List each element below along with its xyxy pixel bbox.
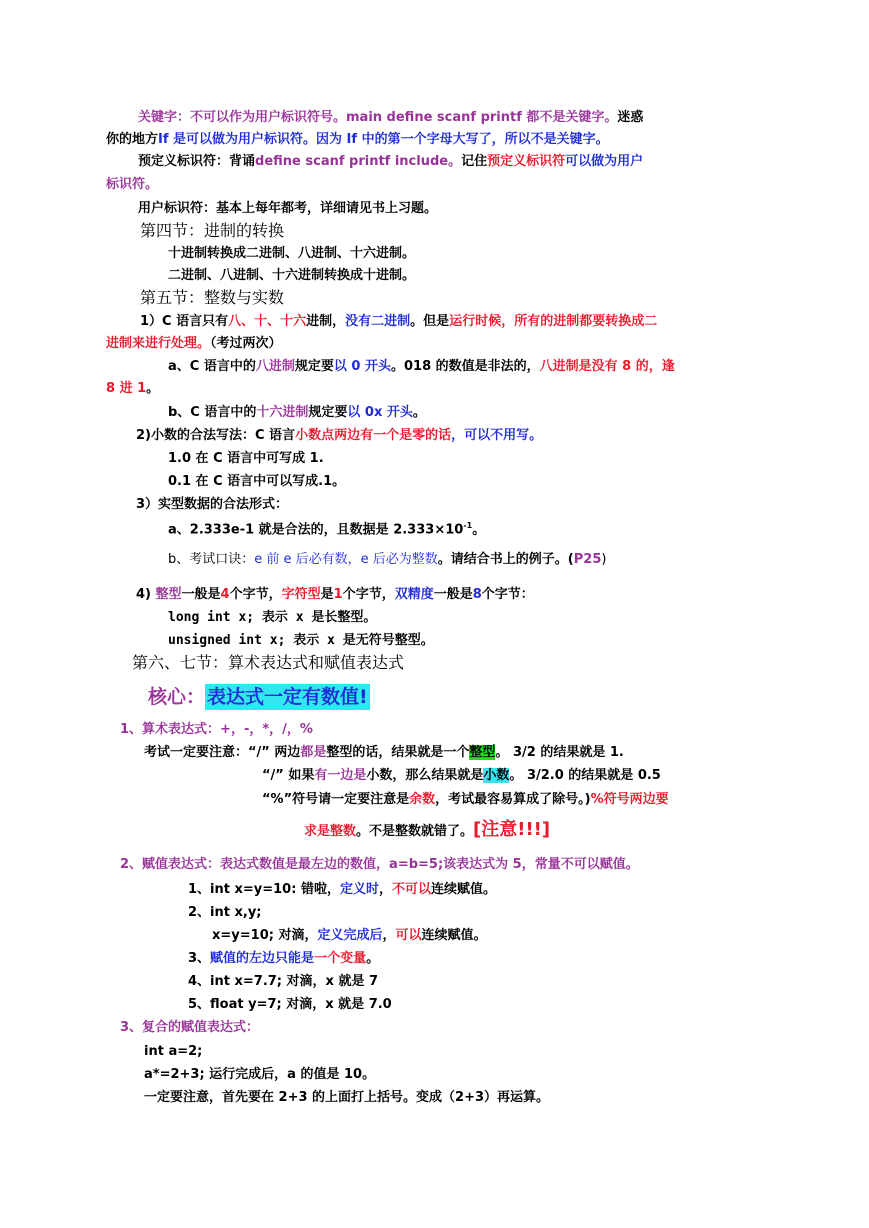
unsigned-int-line: unsigned int x; 表示 x 是无符号整型。 [168, 633, 434, 648]
div-int-mid: 整型的话，结果就是一个 [326, 745, 470, 760]
assign-item1-end: 连续赋值。 [431, 882, 497, 897]
octal-illegal: 。018 的数值是非法的， [390, 359, 540, 374]
exam-rhyme-tail: 。请结合书上的例子。( [437, 552, 574, 567]
float-result: 小数 [483, 768, 510, 783]
compound-line1: int a=2; [144, 1044, 203, 1059]
real-example-end: 。 [472, 522, 486, 538]
assign-title: 2、赋值表达式：表达式数值是最左边的数值，a=b=5;该表达式为 5，常量不可以赋值。 [120, 857, 639, 872]
one-side: 有一边是 [314, 768, 367, 783]
base-but: 。但是 [410, 314, 450, 329]
user-identifier-line: 用户标识符：基本上每年都考，详细请见书上习题。 [138, 201, 438, 216]
if-lead: 你的地方 [106, 132, 159, 147]
octal-prefix: 以 0 开头 [333, 359, 391, 374]
compound-line3: 一定要注意，首先要在 2+3 的上面打上括号。变成（2+3）再运算。 [144, 1090, 550, 1105]
attention-label: [注意!!!] [473, 819, 551, 840]
compound-title: 3、复合的赋值表达式： [120, 1020, 260, 1035]
div-int-lead: 考试一定要注意：“/” 两边 [144, 745, 301, 760]
comma1: ， [378, 882, 392, 897]
size-general2: 一般是 [433, 587, 473, 602]
left-only: 赋值的左边只能是 [210, 951, 315, 966]
mod-wrong: 。不是整数就错了。 [356, 824, 474, 839]
base-list: 八、十、十六 [228, 314, 307, 329]
double-size: 8 [472, 587, 482, 602]
assign-item5: 5、float y=7; 对滴，x 就是 7.0 [188, 997, 392, 1012]
mod-lead: “%”符号请一定要注意是 [262, 792, 410, 807]
predefined-can: 可以做为用户 [565, 154, 644, 169]
binary-process: 进制来进行处理。 [106, 336, 211, 351]
octal-term: 八进制 [255, 359, 295, 374]
keyword-line [138, 110, 643, 126]
after-define: 定义完成后 [317, 928, 383, 943]
predefined-remember: 记住 [461, 154, 488, 169]
decimal-line [136, 428, 542, 444]
bytes1: 个字节， [229, 587, 282, 602]
div-float-lead: “/” 如果 [262, 768, 315, 783]
exam-twice: （考过两次） [210, 336, 282, 351]
hex-lead: b、C 语言中的 [168, 405, 257, 420]
assign-item3 [188, 951, 379, 967]
int-type: 整型 [155, 587, 182, 602]
base-cont [106, 336, 282, 352]
compound-line2: a*=2+3; 运行完成后，a 的值是 10。 [144, 1067, 376, 1082]
octal-no-8: 八进制是没有 8 的，逢 [539, 359, 675, 374]
exam-rhyme-line [168, 552, 606, 568]
mod-must-int: 求是整数 [304, 824, 357, 839]
core-highlight: 表达式一定有数值! [207, 686, 368, 708]
div-float-line [262, 768, 661, 784]
core-line [148, 684, 370, 710]
comma2: ， [382, 928, 396, 943]
confuse-text: 迷惑 [617, 110, 644, 125]
when-define: 定义时 [339, 882, 379, 897]
base-lead: 1）C 语言只有 [140, 314, 229, 329]
mod-cont [304, 819, 550, 841]
section4-title: 第四节：进制的转换 [140, 221, 285, 240]
hex-end: 。 [412, 405, 426, 420]
size-general: 一般是 [181, 587, 221, 602]
keyword-text: 关键字：不可以作为用户标识符号。main define scanf printf 都不是关键字。 [138, 110, 618, 125]
section5-title: 第五节：整数与实数 [140, 288, 285, 307]
decimal-omit: ，可以不用写。 [451, 428, 543, 443]
assign-item4: 4、int x=7.7; 对滴，x 就是 7 [188, 974, 379, 989]
hex-line [168, 405, 426, 421]
char-type: 字符型 [281, 587, 321, 602]
assign-item2b [212, 928, 487, 944]
hex-prefix: 以 0x 开头 [347, 405, 413, 420]
mod-mid: ，考试最容易算成了除号。) [435, 792, 591, 807]
hex-term: 十六进制 [256, 405, 309, 420]
decimal-example1: 1.0 在 C 语言中可写成 1. [168, 451, 324, 466]
mod-line [262, 792, 669, 808]
int-size: 4 [220, 587, 230, 602]
size-num: 4) [136, 587, 156, 602]
assign-item1-lead: 1、int x=y=10: 错啦， [188, 882, 340, 897]
real-example [168, 518, 485, 538]
both-are: 都是 [300, 745, 327, 760]
octal-end: 。 [146, 381, 160, 396]
mod-rule: %符号两边要 [590, 792, 669, 807]
octal-line [168, 359, 675, 375]
real-title: 3）实型数据的合法形式： [136, 497, 289, 512]
page-ref-end: ) [601, 552, 607, 567]
exam-rhyme: e 前 e 后必有数，e 后必为整数 [254, 552, 438, 567]
octal-carry: 8 进 1 [106, 381, 147, 396]
assign-item2b-lead: x=y=10; 对滴， [212, 928, 318, 943]
bytes2: 个字节， [342, 587, 395, 602]
double-type: 双精度 [394, 587, 434, 602]
div-int-example: 。 3/2 的结果就是 1. [495, 745, 624, 760]
identifier-cont: 标识符。 [106, 177, 159, 192]
size-line [136, 587, 534, 603]
if-line [106, 132, 609, 148]
arith-title: 1、算术表达式：+，-，*，/，% [120, 722, 313, 737]
core-label: 核心： [148, 686, 206, 708]
base-suffix: 进制， [306, 314, 346, 329]
if-text: If 是可以做为用户标识符。因为 If 中的第一个字母大写了，所以不是关键字。 [158, 132, 609, 147]
hex-rule: 规定要 [308, 405, 348, 420]
assign-item3-num: 3、 [188, 951, 211, 966]
is: 是 [320, 587, 334, 602]
predefined-term: 预定义标识符 [487, 154, 566, 169]
predefined-line [138, 154, 643, 170]
predefined-lead: 预定义标识符：背诵 [138, 154, 256, 169]
base-line [140, 314, 657, 330]
div-float-example: 。 3/2.0 的结果就是 0.5 [509, 768, 661, 783]
real-example-text: a、2.333e-1 就是合法的，且数据是 2.333×10 [168, 522, 464, 538]
can: 可以 [395, 928, 422, 943]
decimal-lead: 2)小数的合法写法：C 语言 [136, 428, 296, 443]
section4-item1: 十进制转换成二进制、八进制、十六进制。 [168, 246, 416, 261]
octal-rule: 规定要 [294, 359, 334, 374]
assign-item2b-end: 连续赋值。 [421, 928, 487, 943]
div-int-line [144, 745, 624, 761]
decimal-example2: 0.1 在 C 语言中可以写成.1。 [168, 474, 346, 489]
int-result: 整型 [469, 745, 496, 760]
long-int-line: long int x; 表示 x 是长整型。 [168, 610, 377, 625]
section4-item2: 二进制、八进制、十六进制转换成十进制。 [168, 268, 416, 283]
assign-item1 [188, 882, 496, 898]
runtime-convert: 运行时候，所有的进制都要转换成二 [449, 314, 658, 329]
page-ref: P25 [573, 552, 602, 567]
remainder: 余数 [409, 792, 436, 807]
assign-item2: 2、int x,y; [188, 905, 262, 920]
predefined-list: define scanf printf include。 [255, 154, 462, 169]
char-size: 1 [333, 587, 343, 602]
assign-item3-end: 。 [366, 951, 380, 966]
one-variable: 一个变量 [314, 951, 367, 966]
bytes3: 个字节： [481, 587, 534, 602]
section67-title: 第六、七节：算术表达式和赋值表达式 [132, 653, 405, 672]
octal-lead: a、C 语言中的 [168, 359, 256, 374]
cannot: 不可以 [392, 882, 432, 897]
decimal-zero: 小数点两边有一个是零的话 [295, 428, 452, 443]
octal-cont [106, 381, 159, 397]
real-exponent: -1 [463, 521, 473, 530]
no-binary: 没有二进制 [345, 314, 411, 329]
exam-rhyme-lead: b、考试口诀： [168, 552, 255, 567]
div-float-mid: 小数，那么结果就是 [366, 768, 484, 783]
